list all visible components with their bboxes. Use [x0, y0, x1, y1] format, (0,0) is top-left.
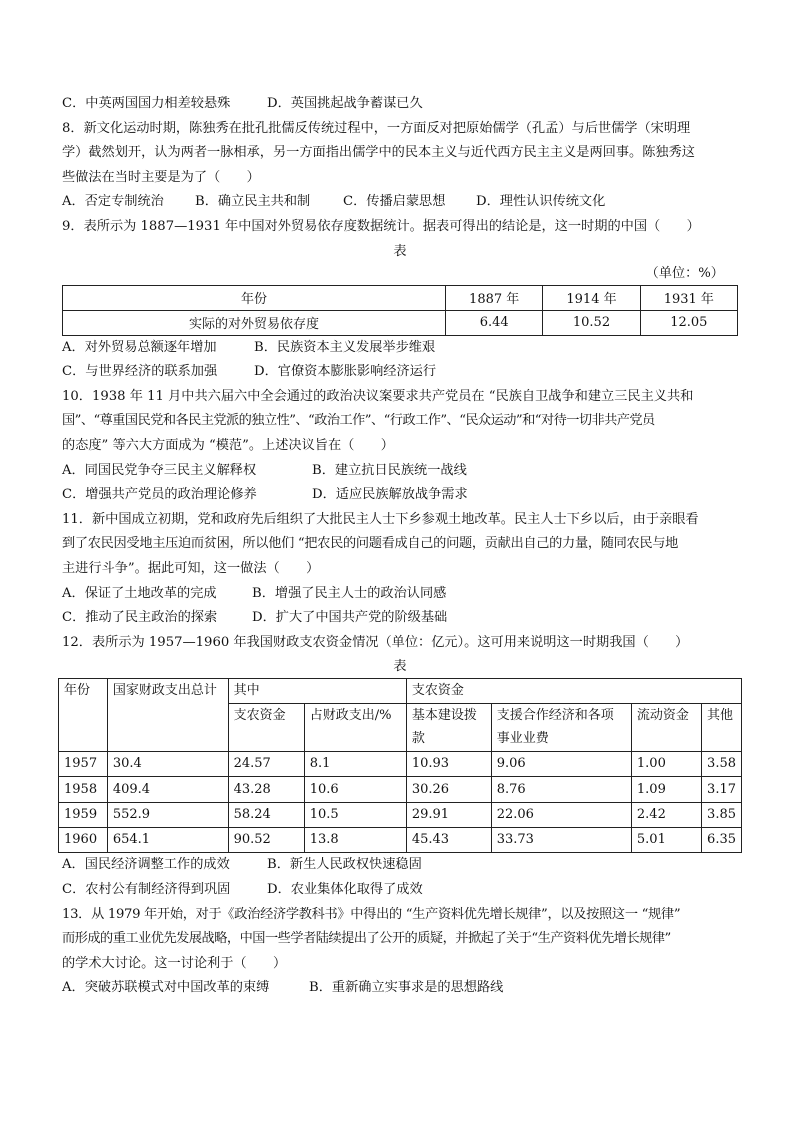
table-header-cell: 支援合作经济和各项事业业费: [491, 703, 631, 751]
question-10: [62, 385, 738, 508]
table-header-cell: 其他: [702, 703, 742, 751]
q10-option-c[interactable]: C．增强共产党员的政治理论修养: [62, 487, 257, 503]
q9-option-a[interactable]: A．对外贸易总额逐年增加: [62, 339, 217, 355]
q7-option-d[interactable]: D．英国挑起战争蓄谋已久: [267, 96, 423, 111]
question-9: [62, 215, 738, 385]
table-cell: 3.17: [702, 777, 742, 802]
table-cell: 1958: [59, 777, 108, 802]
table-cell: 33.73: [491, 827, 631, 852]
table-header-row: [59, 679, 742, 704]
table-cell: 58.24: [228, 802, 304, 827]
q8-option-c[interactable]: C．传播启蒙思想: [343, 194, 446, 210]
q10-option-a[interactable]: A．同国民党争夺三民主义解释权: [62, 462, 257, 478]
table-cell: 13.8: [304, 827, 406, 852]
table-cell: 6.44: [446, 310, 543, 335]
q8-options: [62, 190, 738, 215]
q12-stem: 12．表所示为 1957—1960 年我国财政支农资金情况（单位：亿元）。这可用来说明这一时期我国（ ）: [62, 634, 689, 650]
q8-stem-line: 些做法在当时主要是为了（ ）: [62, 169, 260, 185]
table-header-cell: 基本建设拨款: [406, 703, 491, 751]
q13-option-b[interactable]: B．重新确立实事求是的思想路线: [309, 980, 504, 996]
q12-table: [58, 678, 742, 853]
table-cell: 29.91: [406, 802, 491, 827]
table-cell: 实际的对外贸易依存度: [63, 310, 446, 335]
q12-option-a[interactable]: A．国民经济调整工作的成效: [62, 857, 230, 873]
table-header-row: [63, 285, 738, 310]
q11-option-b[interactable]: B．增强了民主人士的政治认同感: [252, 585, 447, 601]
q8-stem-line: 8．新文化运动时期，陈独秀在批孔批儒反传统过程中，一方面反对把原始儒学（孔孟）与后世儒学（宋明理: [62, 120, 691, 136]
q7-options: [62, 92, 738, 117]
table-cell: 552.9: [107, 802, 228, 827]
q13-stem-line: 而形成的重工业优先发展战略，中国一些学者陆续提出了公开的质疑，并掀起了关于“生产资料优先增长规律”: [62, 931, 671, 947]
q9-table: [62, 285, 738, 336]
table-cell: 1959: [59, 802, 108, 827]
q11-option-d[interactable]: D．扩大了中国共产党的阶级基础: [252, 610, 448, 626]
question-11: [62, 508, 738, 631]
table-row: [63, 310, 738, 335]
table-cell: 1960: [59, 827, 108, 852]
table-cell: 45.43: [406, 827, 491, 852]
table-header-cell: 1914 年: [543, 285, 640, 310]
q11-option-c[interactable]: C．推动了民主政治的探索: [62, 610, 218, 626]
q11-stem-line: 主进行斗争”。据此可知，这一做法（ ）: [62, 560, 320, 576]
table-cell: 30.26: [406, 777, 491, 802]
q10-stem-line: 的态度” 等六大方面成为 “模范”。上述决议旨在（ ）: [62, 437, 394, 453]
table-cell: 654.1: [107, 827, 228, 852]
q9-options-row: [62, 336, 738, 361]
table-header-cell: 国家财政支出总计: [107, 679, 228, 752]
question-12: [62, 631, 738, 903]
table-header-cell: 年份: [63, 285, 446, 310]
q12-option-d[interactable]: D．农业集体化取得了成效: [267, 881, 423, 897]
table-cell: 1.09: [631, 777, 701, 802]
q9-option-d[interactable]: D．官僚资本膨胀影响经济运行: [254, 364, 437, 380]
q13-stem-line: 的学术大讨论。这一讨论利于（ ）: [62, 955, 287, 971]
table-header-cell: 支农资金: [406, 679, 741, 704]
q11-stem-line: 11．新中国成立初期，党和政府先后组织了大批民主人士下乡参观土地改革。民主人士下乡以后，由于亲眼看: [62, 511, 699, 527]
table-cell: 10.52: [543, 310, 640, 335]
question-8: [62, 117, 738, 215]
table-cell: 10.93: [406, 751, 491, 776]
q12-options-row: [62, 853, 738, 878]
q8-stem-line: 学）截然划开，认为两者一脉相承，另一方面指出儒学中的民本主义与近代西方民主主义是两回事。陈独秀这: [62, 145, 695, 161]
table-cell: 9.06: [491, 751, 631, 776]
q10-options-row: [62, 459, 738, 484]
q9-option-c[interactable]: C．与世界经济的联系加强: [62, 364, 218, 380]
table-cell: 43.28: [228, 777, 304, 802]
table-row: [59, 802, 742, 827]
q10-stem-line: 10．1938 年 11 月中共六届六中全会通过的政治决议案要求共产党员在 “民族自卫战争和建立三民主义共和: [62, 388, 694, 404]
table-cell: 8.1: [304, 751, 406, 776]
table-row: [59, 751, 742, 776]
table-header-cell: 年份: [59, 679, 108, 752]
q11-options-row: [62, 606, 738, 631]
q9-options-row: [62, 360, 738, 385]
q7-option-c[interactable]: C．中英两国国力相差较悬殊: [62, 96, 231, 111]
table-row: [59, 777, 742, 802]
table-header-cell: 占财政支出/%: [304, 703, 406, 751]
q10-options-row: [62, 483, 738, 508]
q10-stem-line: 国”、“尊重国民党和各民主党派的独立性”、“政治工作”、“行政工作”、“民众运动”和“对待一切非共产党员: [62, 413, 655, 429]
table-cell: 22.06: [491, 802, 631, 827]
table-header-cell: 流动资金: [631, 703, 701, 751]
q9-table-caption: 表: [393, 243, 407, 259]
q10-option-b[interactable]: B．建立抗日民族统一战线: [312, 462, 467, 478]
table-cell: 3.85: [702, 802, 742, 827]
table-header-cell: 1931 年: [640, 285, 737, 310]
table-cell: 8.76: [491, 777, 631, 802]
q12-table-caption: 表: [393, 659, 407, 675]
q9-option-b[interactable]: B．民族资本主义发展举步维艰: [254, 339, 436, 355]
q11-options-row: [62, 582, 738, 607]
exam-page: [62, 92, 738, 1001]
q9-stem: 9．表所示为 1887—1931 年中国对外贸易依存度数据统计。据表可得出的结论是，这一时期的中国（ ）: [62, 218, 700, 234]
table-header-cell: 1887 年: [446, 285, 543, 310]
table-cell: 10.5: [304, 802, 406, 827]
q13-option-a[interactable]: A．突破苏联模式对中国改革的束缚: [62, 980, 270, 996]
table-cell: 409.4: [107, 777, 228, 802]
table-cell: 90.52: [228, 827, 304, 852]
q12-option-b[interactable]: B．新生人民政权快速稳固: [267, 857, 422, 873]
q12-options-row: [62, 878, 738, 903]
question-13: [62, 903, 738, 1001]
table-cell: 5.01: [631, 827, 701, 852]
q8-option-a[interactable]: A．否定专制统治: [62, 194, 164, 210]
q10-option-d[interactable]: D．适应民族解放战争需求: [312, 487, 468, 503]
table-cell: 10.6: [304, 777, 406, 802]
table-header-cell: 其中: [228, 679, 406, 704]
table-cell: 12.05: [640, 310, 737, 335]
q9-table-unit: （单位：%）: [645, 265, 724, 281]
table-cell: 30.4: [107, 751, 228, 776]
table-cell: 3.58: [702, 751, 742, 776]
q11-stem-line: 到了农民因受地主压迫而贫困，所以他们 “把农民的问题看成自己的问题，贡献出自己的力量，随同农民与地: [62, 536, 679, 552]
table-row: [59, 827, 742, 852]
q8-option-d[interactable]: D．理性认识传统文化: [476, 194, 606, 210]
table-cell: 24.57: [228, 751, 304, 776]
q13-options-row: [62, 976, 738, 1001]
table-cell: 2.42: [631, 802, 701, 827]
q11-option-a[interactable]: A．保证了土地改革的完成: [62, 585, 217, 601]
table-cell: 1.00: [631, 751, 701, 776]
q13-stem-line: 13．从 1979 年开始，对于《政治经济学教科书》中得出的 “生产资料优先增长规律”，以及按照这一 “规律”: [62, 906, 681, 922]
q8-option-b[interactable]: B．确立民主共和制: [195, 194, 311, 210]
q12-option-c[interactable]: C．农村公有制经济得到巩固: [62, 881, 231, 897]
table-cell: 1957: [59, 751, 108, 776]
table-header-cell: 支农资金: [228, 703, 304, 751]
table-cell: 6.35: [702, 827, 742, 852]
